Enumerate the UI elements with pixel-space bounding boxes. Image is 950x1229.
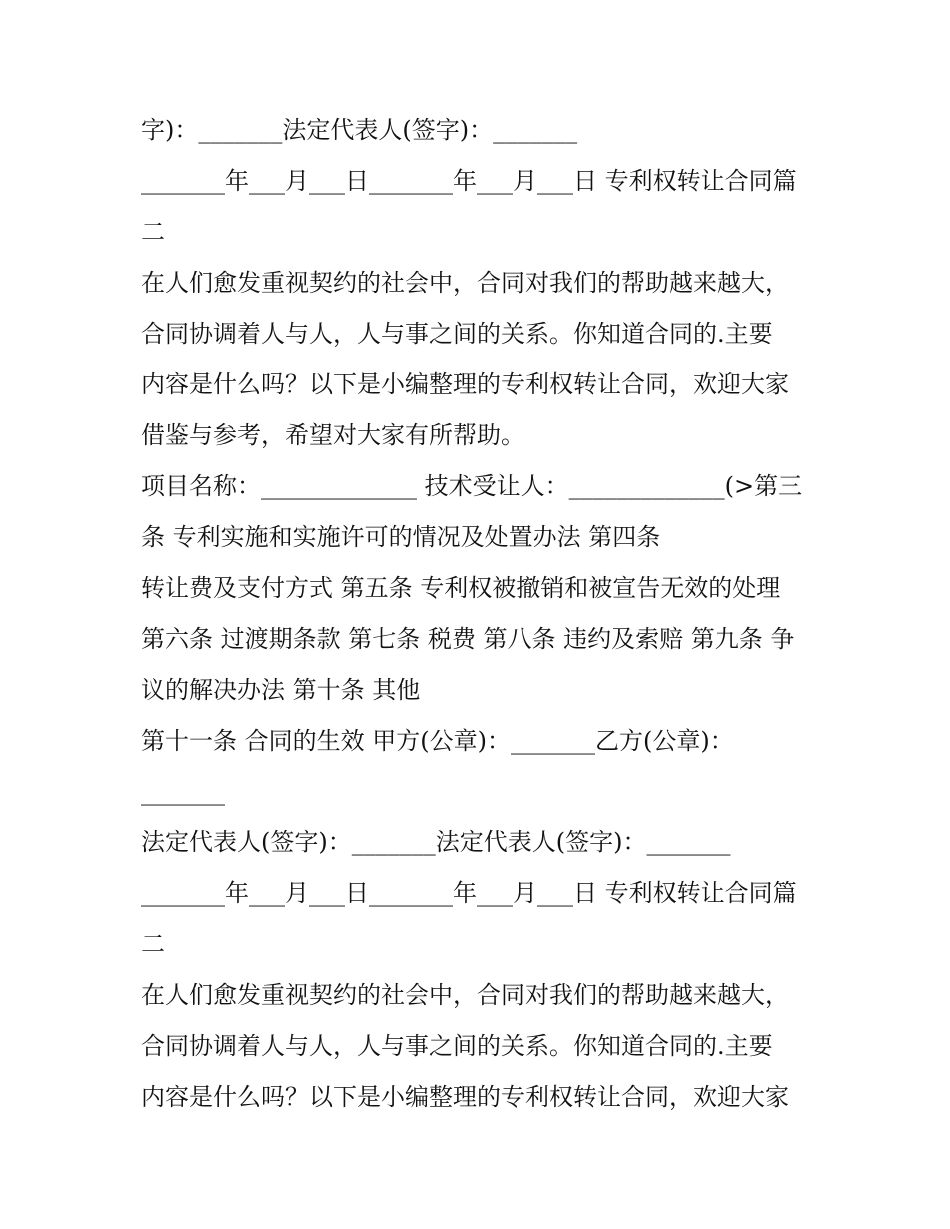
- text-line: 议的解决办法 第十条 其他: [141, 675, 421, 704]
- text-line: 第六条 过渡期条款 第七条 税费 第八条 违约及索赔 第九条 争: [141, 624, 795, 653]
- text-line: _______年___月___日_______年___月___日 专利权转让合同篇: [141, 879, 797, 908]
- text-line: 内容是什么吗？以下是小编整理的专利权转让合同，欢迎大家: [141, 1082, 789, 1111]
- text-line: 在人们愈发重视契约的社会中，合同对我们的帮助越来越大，: [141, 268, 789, 297]
- text-line: 二: [141, 930, 165, 959]
- document-body: [141, 105, 821, 1123]
- text-line: 条 专利实施和实施许可的情况及处置办法 第四条: [141, 523, 661, 552]
- text-line: 二: [141, 217, 165, 246]
- text-line: 借鉴与参考，希望对大家有所帮助。: [141, 421, 525, 450]
- text-line: 内容是什么吗？以下是小编整理的专利权转让合同，欢迎大家: [141, 370, 789, 399]
- text-line: 字)：_______法定代表人(签字)：_______: [141, 116, 578, 144]
- text-line: _______: [141, 777, 225, 806]
- text-line: 在人们愈发重视契约的社会中，合同对我们的帮助越来越大，: [141, 981, 789, 1010]
- text-line: 合同协调着人与人，人与事之间的关系。你知道合同的.主要: [141, 1032, 773, 1061]
- text-line: _______年___月___日_______年___月___日 专利权转让合同篇: [141, 166, 797, 195]
- text-line: 转让费及支付方式 第五条 专利权被撤销和被宣告无效的处理: [141, 574, 781, 603]
- text-line: 合同协调着人与人，人与事之间的关系。你知道合同的.主要: [141, 319, 773, 348]
- text-line: 第十一条 合同的生效 甲方(公章)：_______乙方(公章)：: [141, 726, 734, 755]
- text-line: 法定代表人(签字)：_______法定代表人(签字)：_______: [141, 828, 731, 857]
- text-line: 项目名称：_____________ 技术受让人：_____________(>第三: [141, 472, 803, 501]
